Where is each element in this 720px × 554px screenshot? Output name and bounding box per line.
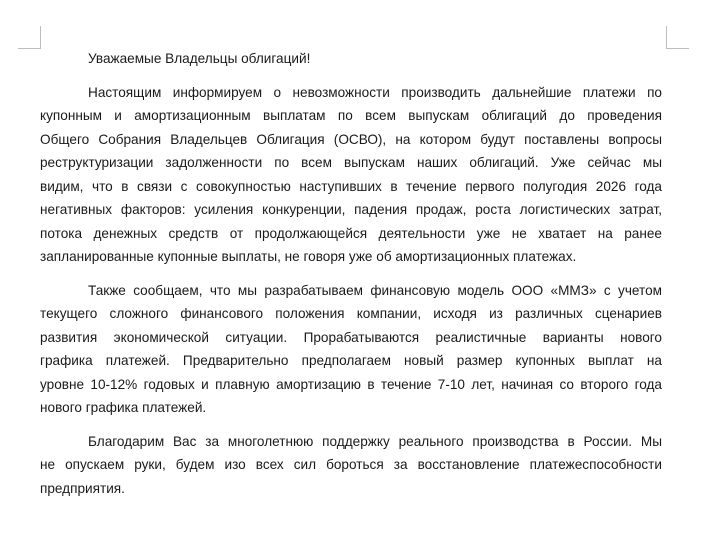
paragraph-line: нового графика платежей. (40, 400, 207, 415)
paragraph-line: негативных факторов: усиления конкуренции, падения продаж, роста логистических затрат, (40, 202, 662, 217)
paragraph-line: уровне 10-12% годовых и плавную амортизацию в течение 7-10 лет, начиная со второго года (40, 376, 662, 392)
paragraph-line: предприятия. (40, 480, 125, 496)
paragraph-line: запланированные купонные выплаты, не говоря уже об амортизационных платежах. (40, 249, 577, 264)
paragraph-line: Общего Собрания Владельцев Облигация (ОСВО), на котором будут поставлены вопросы (40, 131, 662, 147)
document-body[interactable] (40, 47, 662, 510)
paragraph-line: Благодарим Вас за многолетнюю поддержку реального производства в России. Мы (88, 433, 662, 449)
paragraph-line: Настоящим информируем о невозможности производить дальнейшие платежи по (88, 84, 662, 100)
paragraph-line: графика платежей. Предварительно предполагаем новый размер купонных выплат на (40, 353, 662, 368)
paragraph-line: потока денежных средств от продолжающейся деятельности уже не хватает на ранее (40, 225, 662, 241)
paragraph-1 (40, 81, 662, 269)
margin-corner-top-left (18, 26, 41, 49)
paragraph-line: видим, что в связи с совокупностью наступивших в течение первого полугодия 2026 года (40, 178, 662, 194)
paragraph-line: Также сообщаем, что мы разрабатываем финансовую модель ООО «ММЗ» с учетом (88, 282, 662, 298)
paragraph-2 (40, 279, 662, 420)
margin-corner-top-right (666, 26, 689, 49)
paragraph-line: развития экономической ситуации. Прорабатываются реалистичные варианты нового (40, 329, 662, 345)
salutation: Уважаемые Владельцы облигаций! (88, 51, 311, 66)
paragraph-line: купонным и амортизационным выплатам по всем выпускам облигаций до проведения (40, 108, 662, 123)
paragraph-line: реструктуризации задолженности по всем выпускам наших облигаций. Уже сейчас мы (40, 155, 662, 170)
paragraph-3 (40, 430, 662, 501)
paragraph-line: текущего сложного финансового положения компании, исходя из различных сценариев (40, 306, 662, 321)
paragraph-line: не опускаем руки, будем изо всех сил бороться за восстановление платежеспособности (40, 457, 662, 472)
